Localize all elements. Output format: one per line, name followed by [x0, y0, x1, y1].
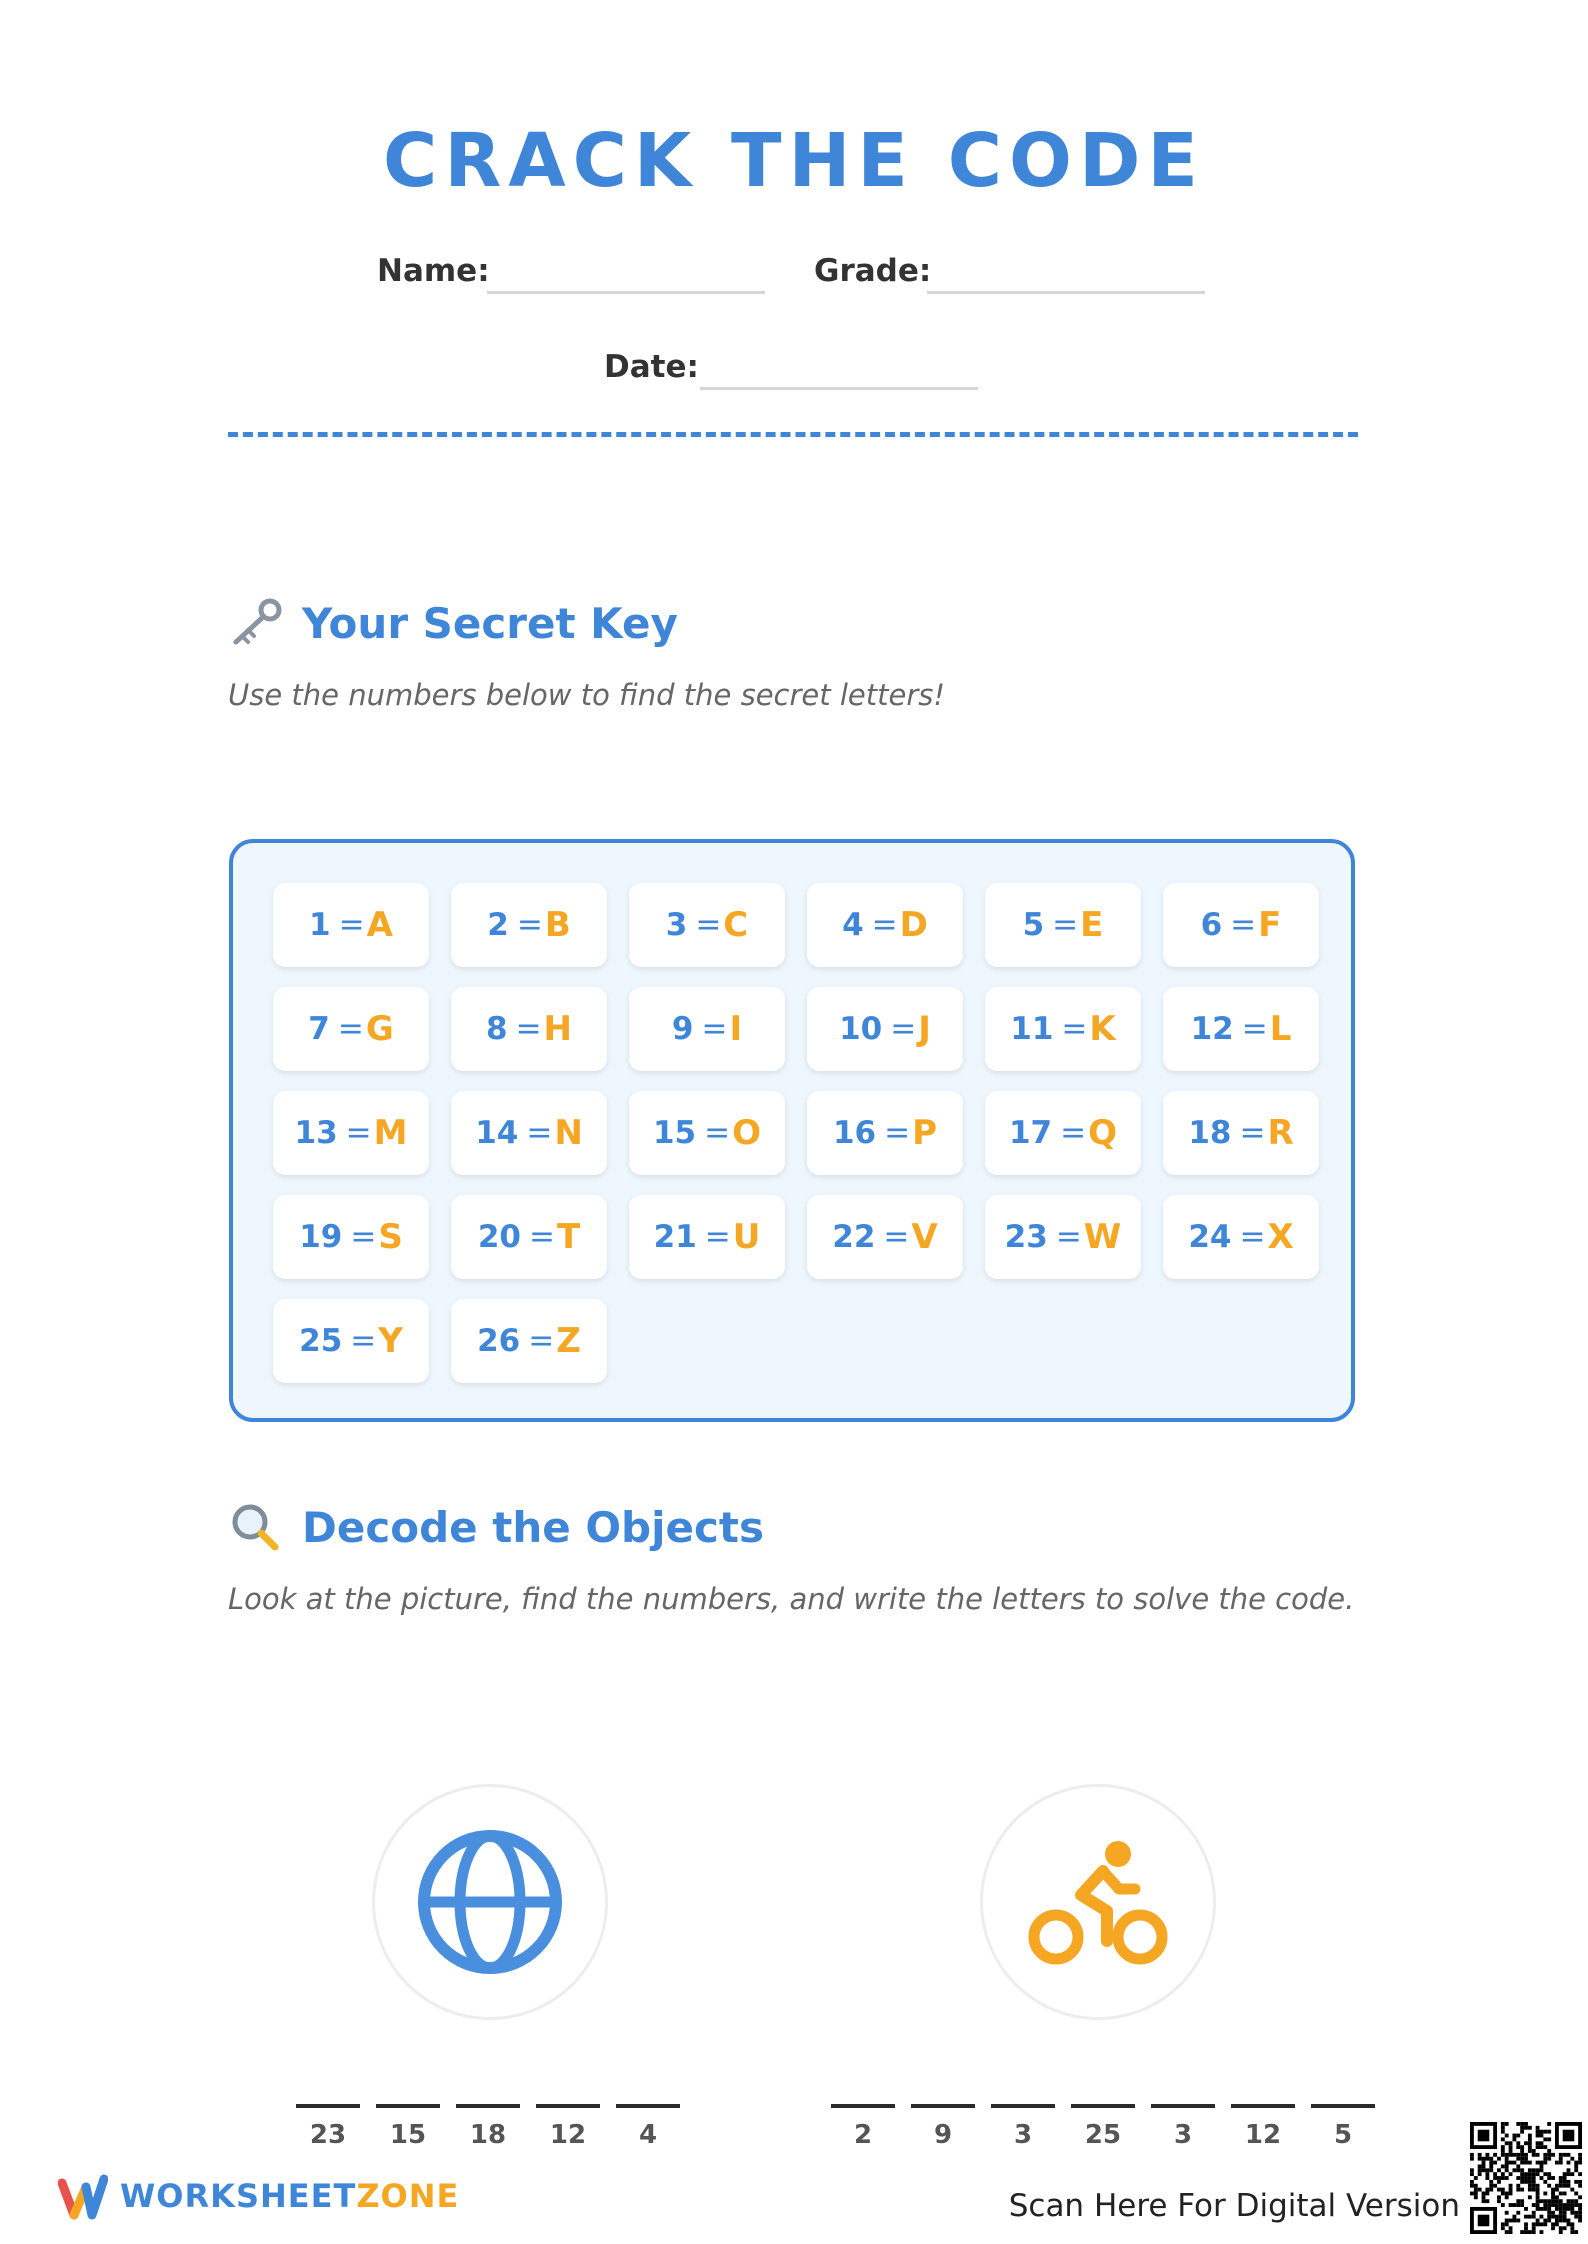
key-letter: M: [373, 1113, 408, 1153]
key-letter: T: [556, 1217, 581, 1257]
page-title: CRACK THE CODE: [383, 118, 1205, 204]
decode-title: Decode the Objects: [302, 1502, 764, 1552]
key-equals: =: [338, 907, 365, 943]
key-entry: [807, 1091, 963, 1175]
key-number: 17: [1008, 1115, 1053, 1151]
answer-blank[interactable]: [376, 2104, 440, 2108]
key-letter: I: [729, 1009, 743, 1049]
code-slot[interactable]: [831, 2104, 895, 2150]
key-number: 20: [477, 1219, 521, 1255]
key-number: 6: [1200, 907, 1223, 943]
code-number: 15: [389, 2120, 427, 2150]
key-entry: [451, 1195, 607, 1279]
key-equals: =: [1061, 1011, 1088, 1047]
secret-key-grid: [273, 883, 1319, 1383]
answer-blank[interactable]: [1231, 2104, 1295, 2108]
code-slot[interactable]: [456, 2104, 520, 2150]
key-letter: G: [365, 1009, 394, 1049]
key-equals: =: [515, 1011, 542, 1047]
key-entry: [273, 1299, 429, 1383]
code-number: 4: [638, 2120, 658, 2150]
globe-code-row: [296, 2104, 680, 2150]
key-equals: =: [337, 1011, 364, 1047]
code-number: 23: [309, 2120, 347, 2150]
decode-heading: [228, 1502, 764, 1552]
answer-blank[interactable]: [536, 2104, 600, 2108]
key-equals: =: [350, 1323, 377, 1359]
key-letter: U: [732, 1217, 761, 1257]
key-number: 18: [1188, 1115, 1232, 1151]
key-number: 22: [832, 1219, 876, 1255]
key-number: 15: [652, 1115, 697, 1151]
code-number: 3: [1013, 2120, 1033, 2150]
grade-field[interactable]: [927, 291, 1205, 294]
key-letter: H: [543, 1009, 573, 1049]
key-number: 26: [477, 1323, 521, 1359]
code-slot[interactable]: [376, 2104, 440, 2150]
key-number: 24: [1188, 1219, 1232, 1255]
qr-code-icon[interactable]: [1470, 2122, 1582, 2234]
code-slot[interactable]: [1311, 2104, 1375, 2150]
secret-key-subtitle: Use the numbers below to find the secret letters!: [228, 678, 945, 712]
code-number: 25: [1084, 2120, 1122, 2150]
answer-blank[interactable]: [1311, 2104, 1375, 2108]
brand-name-part1: WORKSHEET: [120, 2177, 357, 2215]
key-letter: A: [366, 905, 393, 945]
date-label: Date:: [604, 349, 699, 385]
key-equals: =: [695, 907, 722, 943]
answer-blank[interactable]: [1071, 2104, 1135, 2108]
key-equals: =: [528, 1323, 555, 1359]
globe-icon: [415, 1827, 565, 1977]
answer-blank[interactable]: [991, 2104, 1055, 2108]
magnifier-icon: [228, 1502, 288, 1552]
code-slot[interactable]: [991, 2104, 1055, 2150]
key-letter: N: [554, 1113, 583, 1153]
key-icon: [228, 598, 288, 648]
key-entry: [273, 1091, 429, 1175]
key-number: 23: [1004, 1219, 1048, 1255]
key-entry: [629, 883, 785, 967]
key-letter: E: [1080, 905, 1104, 945]
key-number: 21: [653, 1219, 697, 1255]
key-equals: =: [871, 907, 898, 943]
answer-blank[interactable]: [456, 2104, 520, 2108]
key-entry: [629, 1091, 785, 1175]
key-letter: J: [918, 1009, 931, 1049]
key-entry: [451, 1091, 607, 1175]
key-letter: L: [1269, 1009, 1292, 1049]
key-letter: Y: [378, 1321, 403, 1361]
key-letter: Q: [1088, 1113, 1118, 1153]
key-entry: [985, 883, 1141, 967]
key-equals: =: [890, 1011, 917, 1047]
key-letter: K: [1089, 1009, 1116, 1049]
key-equals: =: [1060, 1115, 1087, 1151]
code-number: 2: [853, 2120, 873, 2150]
key-letter: F: [1258, 905, 1282, 945]
key-entry: [807, 1195, 963, 1279]
brand-name-part2: ZONE: [356, 2177, 460, 2215]
grade-label: Grade:: [814, 253, 932, 289]
key-entry: [273, 1195, 429, 1279]
decode-subtitle: Look at the picture, find the numbers, and write the letters to solve the code.: [228, 1582, 1355, 1616]
key-equals: =: [528, 1219, 555, 1255]
key-letter: B: [544, 905, 571, 945]
answer-blank[interactable]: [616, 2104, 680, 2108]
answer-blank[interactable]: [831, 2104, 895, 2108]
key-letter: D: [899, 905, 928, 945]
key-entry: [451, 987, 607, 1071]
key-letter: O: [732, 1113, 762, 1153]
key-entry: [1163, 987, 1319, 1071]
key-number: 16: [832, 1115, 877, 1151]
code-slot[interactable]: [1071, 2104, 1135, 2150]
key-number: 2: [487, 907, 509, 943]
secret-key-heading: [228, 598, 678, 648]
key-entry: [1163, 1195, 1319, 1279]
answer-blank[interactable]: [1151, 2104, 1215, 2108]
key-equals: =: [516, 907, 543, 943]
key-letter: Z: [556, 1321, 581, 1361]
bicycle-code-row: [831, 2104, 1375, 2150]
key-equals: =: [1239, 1219, 1266, 1255]
key-number: 11: [1010, 1011, 1054, 1047]
key-entry: [1163, 1091, 1319, 1175]
name-field[interactable]: [487, 291, 765, 294]
key-equals: =: [526, 1115, 553, 1151]
section-divider: [228, 432, 1358, 437]
code-number: 12: [1244, 2120, 1282, 2150]
code-number: 9: [933, 2120, 953, 2150]
key-number: 19: [299, 1219, 343, 1255]
key-entry: [807, 883, 963, 967]
code-number: 18: [469, 2120, 507, 2150]
key-equals: =: [1052, 907, 1079, 943]
code-number: 12: [549, 2120, 587, 2150]
key-number: 3: [665, 907, 688, 943]
key-letter: R: [1267, 1113, 1294, 1153]
key-equals: =: [350, 1219, 377, 1255]
key-number: 4: [842, 907, 864, 943]
code-slot[interactable]: [616, 2104, 680, 2150]
key-number: 9: [671, 1011, 694, 1047]
key-equals: =: [1055, 1219, 1082, 1255]
key-number: 13: [294, 1115, 338, 1151]
scan-instruction: Scan Here For Digital Version: [1008, 2188, 1460, 2224]
key-letter: W: [1083, 1217, 1122, 1257]
globe-picture: [372, 1784, 608, 2020]
key-equals: =: [1241, 1011, 1268, 1047]
key-entry: [629, 987, 785, 1071]
key-equals: =: [883, 1219, 910, 1255]
key-entry: [273, 987, 429, 1071]
key-equals: =: [1230, 907, 1257, 943]
key-number: 7: [308, 1011, 330, 1047]
key-letter: V: [911, 1217, 938, 1257]
secret-key-title: Your Secret Key: [302, 598, 678, 648]
key-entry: [629, 1195, 785, 1279]
key-number: 5: [1022, 907, 1045, 943]
key-entry: [985, 1091, 1141, 1175]
key-entry: [985, 987, 1141, 1071]
key-number: 14: [475, 1115, 519, 1151]
key-number: 1: [309, 907, 331, 943]
key-equals: =: [704, 1115, 731, 1151]
key-equals: =: [345, 1115, 372, 1151]
code-number: 3: [1173, 2120, 1193, 2150]
code-slot[interactable]: [296, 2104, 360, 2150]
code-number: 5: [1333, 2120, 1353, 2150]
key-entry: [451, 1299, 607, 1383]
brand-logo: [58, 2171, 459, 2221]
key-letter: X: [1267, 1217, 1294, 1257]
key-equals: =: [704, 1219, 731, 1255]
key-entry: [451, 883, 607, 967]
key-letter: S: [378, 1217, 403, 1257]
bicycle-rider-icon: [1023, 1837, 1173, 1967]
key-number: 12: [1190, 1011, 1234, 1047]
key-entry: [1163, 883, 1319, 967]
code-slot[interactable]: [536, 2104, 600, 2150]
key-equals: =: [884, 1115, 911, 1151]
bicycle-picture: [980, 1784, 1216, 2020]
key-equals: =: [701, 1011, 728, 1047]
key-number: 8: [485, 1011, 508, 1047]
answer-blank[interactable]: [296, 2104, 360, 2108]
secret-key-panel: [229, 839, 1355, 1422]
code-slot[interactable]: [1151, 2104, 1215, 2150]
worksheetzone-logo-icon: [58, 2171, 108, 2221]
answer-blank[interactable]: [911, 2104, 975, 2108]
date-field[interactable]: [700, 387, 978, 390]
key-entry: [273, 883, 429, 967]
code-slot[interactable]: [1231, 2104, 1295, 2150]
code-slot[interactable]: [911, 2104, 975, 2150]
key-equals: =: [1239, 1115, 1266, 1151]
key-letter: C: [723, 905, 749, 945]
key-letter: P: [912, 1113, 938, 1153]
key-number: 25: [299, 1323, 343, 1359]
key-entry: [985, 1195, 1141, 1279]
key-entry: [807, 987, 963, 1071]
key-number: 10: [839, 1011, 883, 1047]
name-label: Name:: [377, 253, 490, 289]
